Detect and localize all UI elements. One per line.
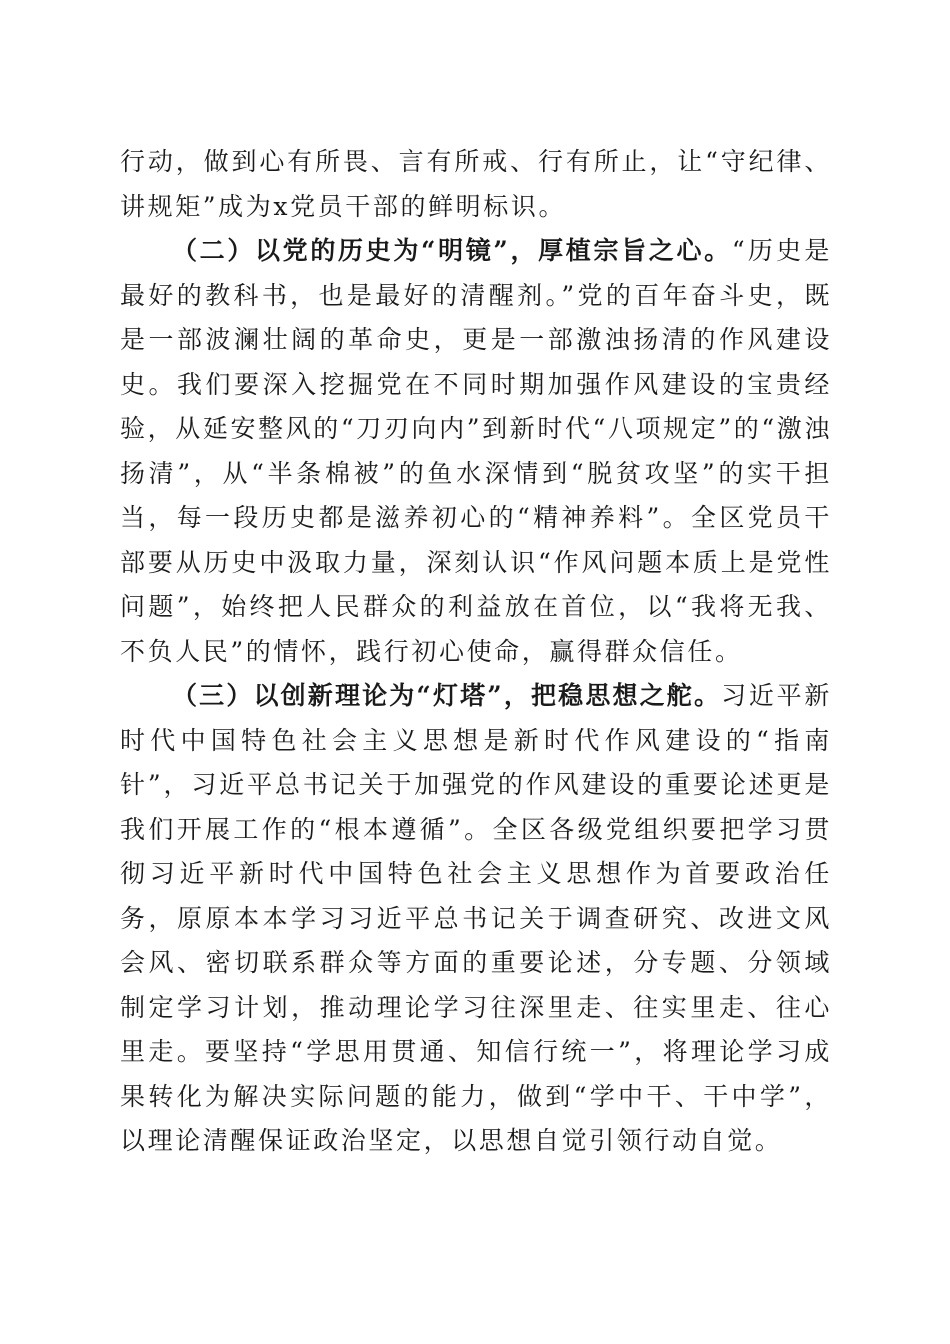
paragraph-section-3 xyxy=(120,674,832,1164)
section-2-text: “历史是最好的教科书，也是最好的清醒剂。”党的百年奋斗史，既是一部波澜壮阔的革命史，更是一部激浊扬清的作风建设史。我们要深入挖掘党在不同时期加强作风建设的宝贵经验，从延安整风的“刀刃向内”到新时代“八项规定”的“激浊扬清”，从“半条棉被”的鱼水深情到“脱贫攻坚”的实干担当，每一段历史都是滋养初心的“精神养料”。全区党员干部要从历史中汲取力量，深刻认识“作风问题本质上是党性问题”，始终把人民群众的利益放在首位，以“我将无我、不负人民”的情怀，践行初心使命，赢得群众信任。 xyxy=(120,236,832,666)
section-3-heading: （三）以创新理论为“灯塔”，把稳思想之舵。 xyxy=(172,681,722,710)
paragraph-1-text: 行动，做到心有所畏、言有所戒、行有所止，让“守纪律、讲规矩”成为x党员干部的鲜明标识。 xyxy=(120,147,832,221)
document-body xyxy=(120,140,832,1164)
paragraph-continuation xyxy=(120,140,832,229)
section-3-text: 习近平新时代中国特色社会主义思想是新时代作风建设的“指南针”，习近平总书记关于加强党的作风建设的重要论述更是我们开展工作的“根本遵循”。全区各级党组织要把学习贯彻习近平新时代中国特色社会主义思想作为首要政治任务，原原本本学习习近平总书记关于调查研究、改进文风会风、密切联系群众等方面的重要论述，分专题、分领域制定学习计划，推动理论学习往深里走、往实里走、往心里走。要坚持“学思用贯通、知信行统一”，将理论学习成果转化为解决实际问题的能力，做到“学中干、干中学”，以理论清醒保证政治坚定，以思想自觉引领行动自觉。 xyxy=(120,681,833,1155)
section-2-heading: （二）以党的历史为“明镜”，厚植宗旨之心。 xyxy=(172,236,732,265)
paragraph-section-2 xyxy=(120,229,832,674)
